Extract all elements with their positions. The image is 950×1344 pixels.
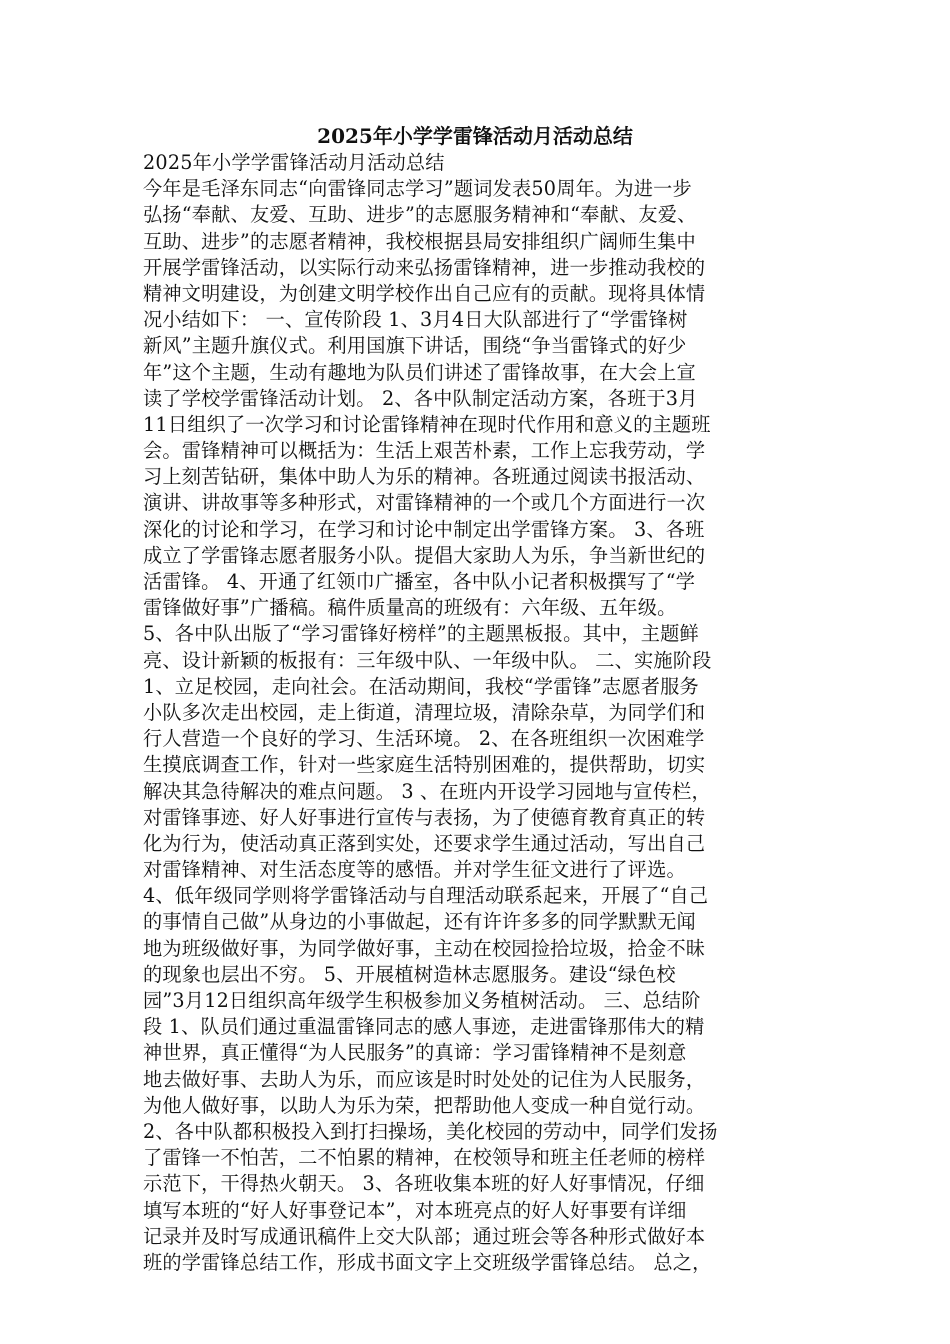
body-text-line: 班的学雷锋总结工作，形成书面文字上交班级学雷锋总结。 总之， — [143, 1250, 712, 1274]
body-text-line: 亮、设计新颖的板报有：三年级中队、一年级中队。 二、实施阶段 — [143, 648, 712, 672]
body-text-line: 地为班级做好事，为同学做好事，主动在校园捡拾垃圾，拾金不昧 — [143, 936, 706, 960]
body-text-line: 填写本班的“好人好事登记本”，对本班亮点的好人好事要有详细 — [143, 1198, 687, 1222]
body-text-line: 习上刻苦钻研，集体中助人为乐的精神。各班通过阅读书报活动、 — [143, 465, 706, 489]
body-text-line: 生摸底调查工作，针对一些家庭生活特别困难的，提供帮助，切实 — [143, 753, 706, 777]
body-text-line: 演讲、讲故事等多种形式，对雷锋精神的一个或几个方面进行一次 — [143, 491, 706, 515]
document-body — [143, 150, 808, 1276]
body-text-line: 会。雷锋精神可以概括为：生活上艰苦朴素，工作上忘我劳动，学 — [143, 439, 706, 463]
body-text-line: 年”这个主题，生动有趣地为队员们讲述了雷锋故事，在大会上宣 — [143, 360, 696, 384]
body-text-line: 示范下，干得热火朝天。 3、各班收集本班的好人好事情况，仔细 — [143, 1172, 705, 1196]
body-text-line: 神世界，真正懂得“为人民服务”的真谛：学习雷锋精神不是刻意 — [143, 1041, 687, 1065]
body-text-line: 对雷锋精神、对生活态度等的感悟。并对学生征文进行了评选。 — [143, 858, 686, 882]
body-text-line: 2025年小学学雷锋活动月活动总结 — [143, 151, 445, 174]
body-text-line: 记录并及时写成通讯稿件上交大队部；通过班会等各种形式做好本 — [143, 1224, 706, 1248]
body-text-line: 11日组织了一次学习和讨论雷锋精神在现时代作用和意义的主题班 — [143, 412, 711, 436]
body-text-line: 的事情自己做”从身边的小事做起，还有许许多多的同学默默无闻 — [143, 910, 696, 934]
body-text-line: 解决其急待解决的难点问题。 3 、在班内开设学习园地与宣传栏， — [143, 779, 711, 803]
body-text-line: 5、各中队出版了“学习雷锋好榜样”的主题黑板报。其中，主题鲜 — [143, 622, 699, 646]
document-title: 2025年小学学雷锋活动月活动总结 — [317, 124, 633, 148]
body-text-line: 小队多次走出校园，走上街道，清理垃圾，清除杂草，为同学们和 — [143, 700, 706, 724]
body-text-line: 行人营造一个良好的学习、生活环境。 2、在各班组织一次困难学 — [143, 727, 705, 751]
body-text-line: 雷锋做好事”广播稿。稿件质量高的班级有：六年级、五年级。 — [143, 596, 677, 620]
body-text-line: 今年是毛泽东同志“向雷锋同志学习”题词发表50周年。为进一步 — [143, 177, 692, 201]
body-text-line: 活雷锋。 4、开通了红领巾广播室，各中队小记者积极撰写了“学 — [143, 570, 696, 593]
body-text-line: 况小结如下： 一、宣传阶段 1、3月4日大队部进行了“学雷锋树 — [143, 308, 688, 332]
body-text-line: 4、低年级同学则将学雷锋活动与自理活动联系起来，开展了“自己 — [143, 884, 709, 908]
body-text-line: 园”3月12日组织高年级学生积极参加义务植树活动。 三、总结阶 — [143, 989, 701, 1012]
body-text-line: 读了学校学雷锋活动计划。 2、各中队制定活动方案，各班于3月 — [143, 386, 698, 410]
body-text-line: 段 1、队员们通过重温雷锋同志的感人事迹，走进雷锋那伟大的精 — [143, 1015, 705, 1039]
body-text-line: 了雷锋一不怕苦，二不怕累的精神，在校领导和班主任老师的榜样 — [143, 1146, 706, 1170]
body-text-line: 深化的讨论和学习，在学习和讨论中制定出学雷锋方案。 3、各班 — [143, 517, 705, 541]
body-text-line: 成立了学雷锋志愿者服务小队。提倡大家助人为乐，争当新世纪的 — [143, 543, 706, 567]
body-text-line: 开展学雷锋活动，以实际行动来弘扬雷锋精神，进一步推动我校的 — [143, 255, 706, 279]
body-text-line: 对雷锋事迹、好人好事进行宣传与表扬，为了使德育教育真正的转 — [143, 805, 706, 829]
body-text-line: 的现象也层出不穷。 5、开展植树造林志愿服务。建设“绿色校 — [143, 962, 676, 986]
body-text-line: 1、立足校园，走向社会。在活动期间，我校“学雷锋”志愿者服务 — [143, 674, 699, 698]
body-text-line: 化为行为，使活动真正落到实处，还要求学生通过活动，写出自己 — [143, 831, 706, 855]
body-text-line: 为他人做好事，以助人为乐为荣，把帮助他人变成一种自觉行动。 — [143, 1093, 706, 1117]
body-text-line: 精神文明建设，为创建文明学校作出自己应有的贡献。现将具体情 — [143, 281, 706, 305]
body-text-line: 地去做好事、去助人为乐，而应该是时时处处的记住为人民服务， — [143, 1067, 706, 1091]
body-text-line: 2、各中队都积极投入到打扫操场，美化校园的劳动中，同学们发扬 — [143, 1119, 718, 1143]
body-text-line: 新风”主题升旗仪式。利用国旗下讲话，围绕“争当雷锋式的好少 — [143, 334, 687, 358]
body-text-line: 弘扬“奉献、友爱、互助、进步”的志愿服务精神和“奉献、友爱、 — [143, 203, 697, 227]
body-text-line: 互助、进步”的志愿者精神，我校根据县局安排组织广阔师生集中 — [143, 229, 696, 253]
